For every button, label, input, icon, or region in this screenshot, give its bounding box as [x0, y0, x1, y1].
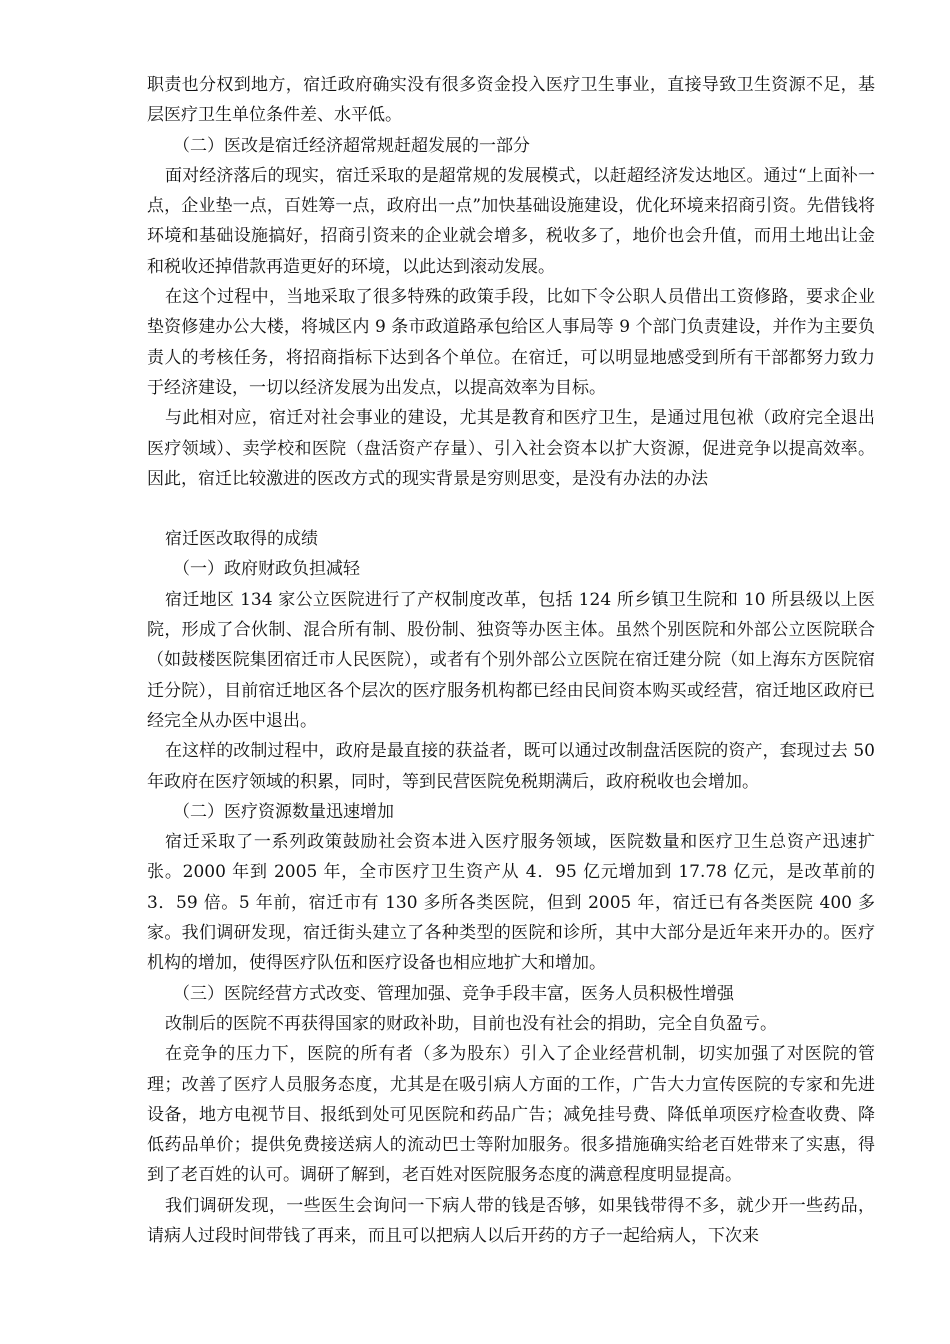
paragraph: 改制后的医院不再获得国家的财政补助，目前也没有社会的捐助，完全自负盈亏。: [165, 1013, 777, 1034]
paragraph: 在这个过程中，当地采取了很多特殊的政策手段，比如下令公职人员借出工资修路，要求企业垫资修建办公大楼，将城区内 9 条市政道路承包给区人事局等 9 个部门负责建设，并作为主要负责人的考核任务，将招商指标下达到各个单位。在宿迁，可以明显地感受到所有干部都努力致力于经济建设，一切以经济发展为出发点，以提高效率为目标。: [147, 287, 875, 398]
subheading-section-3: （三）医院经营方式改变、管理加强、竞争手段丰富，医务人员积极性增强: [173, 983, 734, 1004]
subheading-section-2: （二）医改是宿迁经济超常规赶超发展的一部分: [173, 135, 530, 156]
paragraph-continued: 职责也分权到地方，宿迁政府确实没有很多资金投入医疗卫生事业，直接导致卫生资源不足，基层医疗卫生单位条件差、水平低。: [147, 75, 875, 126]
document-body: [147, 70, 875, 1251]
paragraph: 我们调研发现，一些医生会询问一下病人带的钱是否够，如果钱带得不多，就少开一些药品，请病人过段时间带钱了再来，而且可以把病人以后开药的方子一起给病人，下次来: [147, 1195, 875, 1246]
paragraph: 面对经济落后的现实，宿迁采取的是超常规的发展模式，以赶超经济发达地区。通过“上面补一点，企业垫一点，百姓筹一点，政府出一点”加快基础设施建设，优化环境来招商引资。先借钱将环境和基础设施搞好，招商引资来的企业就会增多，税收多了，地价也会升值，而用土地出让金和税收还掉借款再造更好的环境，以此达到滚动发展。: [147, 165, 875, 277]
subheading-section-2: （二）医疗资源数量迅速增加: [173, 801, 394, 822]
paragraph: 在这样的改制过程中，政府是最直接的获益者，既可以通过改制盘活医院的资产，套现过去 50 年政府在医疗领域的积累，同时，等到民营医院免税期满后，政府税收也会增加。: [147, 741, 875, 792]
paragraph: 与此相对应，宿迁对社会事业的建设，尤其是教育和医疗卫生，是通过甩包袱（政府完全退出医疗领域）、卖学校和医院（盘活资产存量）、引入社会资本以扩大资源，促进竞争以提高效率。因此，宿迁比较激进的医改方式的现实背景是穷则思变，是没有办法的办法: [147, 408, 875, 489]
subheading-section-1: （一）政府财政负担减轻: [173, 559, 360, 580]
paragraph: 宿迁地区 134 家公立医院进行了产权制度改革，包括 124 所乡镇卫生院和 10 所县级以上医院，形成了合伙制、混合所有制、股份制、独资等办医主体。虽然个别医院和外部公立医院联合（如鼓楼医院集团宿迁市人民医院），或者有个别外部公立医院在宿迁建分院（如上海东方医院宿迁分院），目前宿迁地区各个层次的医疗服务机构都已经由民间资本购买或经营，宿迁地区政府已经完全从办医中退出。: [147, 589, 875, 731]
blank-line: [147, 494, 875, 524]
paragraph: 在竞争的压力下，医院的所有者（多为股东）引入了企业经营机制，切实加强了对医院的管理；改善了医疗人员服务态度，尤其是在吸引病人方面的工作，广告大力宣传医院的专家和先进设备，地方电视节目、报纸到处可见医院和药品广告；减免挂号费、降低单项医疗检查收费、降低药品单价；提供免费接送病人的流动巴士等附加服务。很多措施确实给老百姓带来了实惠，得到了老百姓的认可。调研了解到，老百姓对医院服务态度的满意程度明显提高。: [147, 1044, 875, 1186]
paragraph: 宿迁采取了一系列政策鼓励社会资本进入医疗服务领域，医院数量和医疗卫生总资产迅速扩张。2000 年到 2005 年，全市医疗卫生资产从 4．95 亿元增加到 17.78 亿元，是改革前的 3．59 倍。5 年前，宿迁市有 130 多所各类医院，但到 2005 年，宿迁已有各类医院 400 多家。我们调研发现，宿迁街头建立了各种类型的医院和诊所，其中大部分是近年来开办的。医疗机构的增加，使得医疗队伍和医疗设备也相应地扩大和增加。: [147, 832, 875, 974]
section-heading: 宿迁医改取得的成绩: [165, 529, 318, 550]
